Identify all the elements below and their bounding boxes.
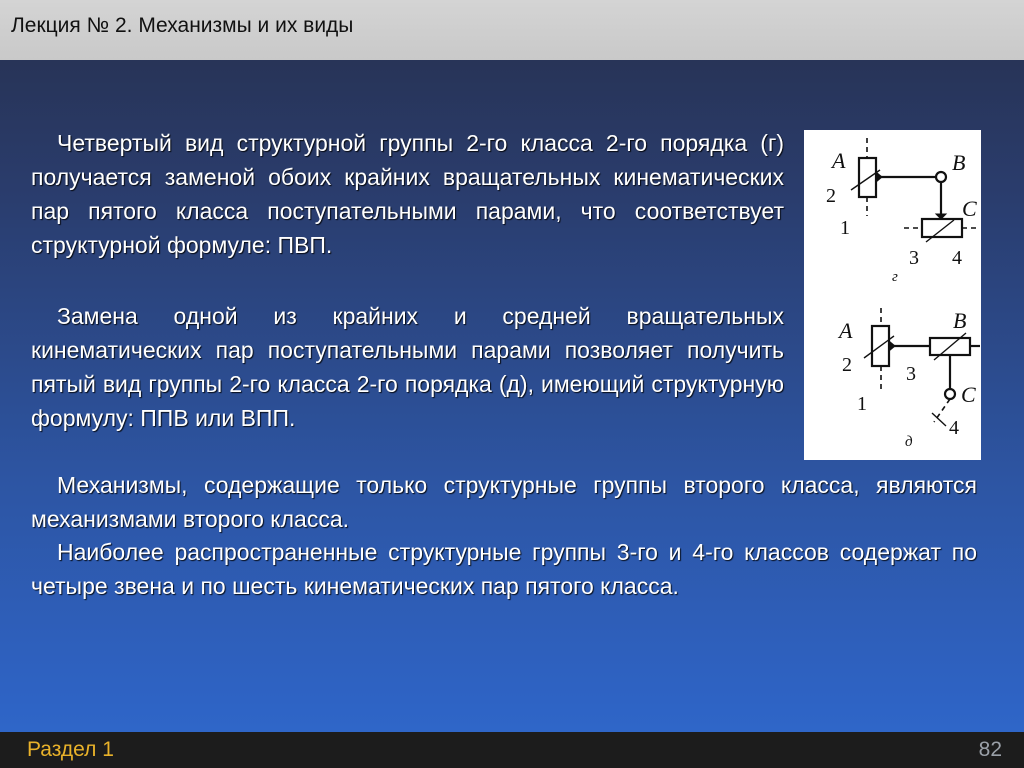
caption-g: г	[892, 269, 898, 285]
label-4-top: 4	[952, 247, 962, 269]
footer-bar	[0, 732, 1024, 768]
caption-d: д	[905, 434, 913, 450]
slider-a-block	[859, 158, 876, 197]
kinematic-diagram	[804, 130, 981, 460]
label-b-top: B	[952, 150, 966, 175]
label-1-top: 1	[840, 217, 850, 239]
page-number: 82	[978, 738, 1002, 761]
label-c-top: C	[962, 196, 977, 221]
paragraph-2: Замена одной из крайних и средней вращательных кинематических пар поступательными парами позволяет получить пятый вид группы 2-го класса 2-го порядка (д), имеющий структурную формулу: ППВ или ВПП.	[31, 303, 784, 431]
structural-groups-figure	[804, 130, 981, 460]
joint-c	[945, 389, 955, 399]
section-label: Раздел 1	[27, 738, 114, 761]
label-1-bottom: 1	[857, 393, 867, 415]
slider-c-hatch	[926, 220, 954, 242]
paragraph-1: Четвертый вид структурной группы 2-го класса 2-го порядка (г) получается заменой обоих крайних вращательных кинематических пар пятого класса поступательными парами, что соответствует структурной формуле: ПВП.	[31, 130, 784, 258]
label-2-top: 2	[826, 185, 836, 207]
paragraph-3: Механизмы, содержащие только структурные группы второго класса, являются механизмами второго класса.	[31, 472, 977, 532]
label-3-top: 3	[909, 247, 919, 269]
label-4-bottom: 4	[949, 417, 959, 439]
paragraph-4: Наиболее распространенные структурные группы 3-го и 4-го классов содержат по четыре звена и по шесть кинематических пар пятого класса.	[31, 539, 977, 599]
label-c-bottom: C	[961, 382, 976, 407]
label-a-top: A	[832, 148, 846, 173]
title-band	[0, 0, 1024, 60]
slider-c-block	[922, 219, 962, 237]
label-b-bottom: B	[953, 308, 967, 333]
label-3-bottom: 3	[906, 363, 916, 385]
joint-b	[936, 172, 946, 182]
label-a-bottom: A	[839, 318, 853, 343]
label-2-bottom: 2	[842, 354, 852, 376]
slide-title: Лекция № 2. Механизмы и их виды	[11, 14, 354, 37]
